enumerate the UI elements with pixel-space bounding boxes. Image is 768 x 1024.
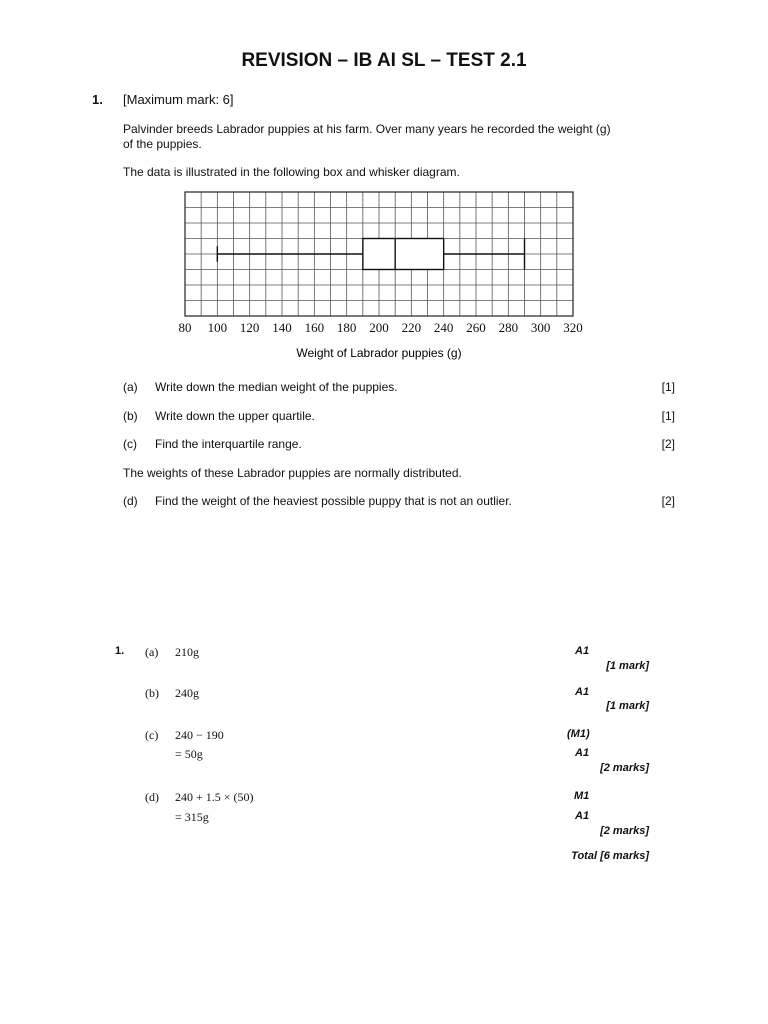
ms-a-label: (a) [145,645,159,659]
ms-b-total: [1 mark] [606,700,649,712]
part-b-mark: [1] [661,409,675,423]
tick-label: 80 [178,320,192,335]
tick-label: 300 [530,320,551,335]
ms-c-label: (c) [145,728,159,742]
ms-b-label: (b) [145,686,159,700]
ms-d-work2: = 315g [175,810,209,824]
part-a-label: (a) [123,380,138,394]
part-c-label: (c) [123,437,137,451]
tick-label: 140 [272,320,292,335]
ms-c-code: (M1) [567,728,590,740]
part-c-text: Find the interquartile range. [155,437,302,451]
tick-label: 320 [563,320,583,335]
intro-line-1: Palvinder breeds Labrador puppies at his farm. Over many years he recorded the weight (g) [123,122,611,136]
ms-a-total: [1 mark] [606,660,649,672]
ms-b-code: A1 [575,686,590,698]
part-b-label: (b) [123,409,138,423]
interquartile-box [363,239,444,270]
question-number: 1. [92,92,103,107]
box-whisker-chart [160,185,600,365]
tick-label: 240 [433,320,454,335]
ms-d-label: (d) [145,790,159,804]
ms-d-code: M1 [574,790,590,802]
intro-line-2: of the puppies. [123,137,202,151]
ms-grand-total: Total [6 marks] [571,850,649,862]
tick-label: 160 [304,320,325,335]
markscheme-number: 1. [115,645,125,657]
tick-label: 120 [239,320,260,335]
part-b-text: Write down the upper quartile. [155,409,315,423]
tick-label: 100 [207,320,228,335]
part-d-label: (d) [123,494,138,508]
x-axis-label: Weight of Labrador puppies (g) [296,346,462,360]
intro-diagram: The data is illustrated in the following box and whisker diagram. [123,165,460,179]
tick-label: 180 [336,320,357,335]
part-a-text: Write down the median weight of the puppies. [155,380,398,394]
part-a-mark: [1] [661,380,675,394]
tick-label: 280 [498,320,519,335]
tick-label: 200 [369,320,389,335]
tick-label: 260 [466,320,486,335]
tick-labels [179,320,583,335]
tick-label: 220 [401,320,422,335]
ms-a-code: A1 [575,645,590,657]
part-d-mark: [2] [661,494,675,508]
ms-a-work: 210g [175,645,199,659]
ms-d-code2: A1 [575,810,590,822]
ms-c-work2: = 50g [175,747,203,761]
page-title: REVISION – IB AI SL – TEST 2.1 [241,50,527,71]
part-d-text: Find the weight of the heaviest possible puppy that is not an outlier. [155,494,512,508]
part-c-mark: [2] [661,437,675,451]
normal-statement: The weights of these Labrador puppies are normally distributed. [123,466,462,480]
ms-b-work: 240g [175,686,199,700]
ms-c-code2: A1 [575,747,590,759]
ms-c-work: 240 − 190 [175,728,224,742]
ms-c-total: [2 marks] [600,762,649,774]
ms-d-work: 240 + 1.5 × (50) [175,790,254,804]
ms-d-total: [2 marks] [600,825,649,837]
maximum-mark: [Maximum mark: 6] [123,92,234,107]
box-plot [217,239,524,270]
